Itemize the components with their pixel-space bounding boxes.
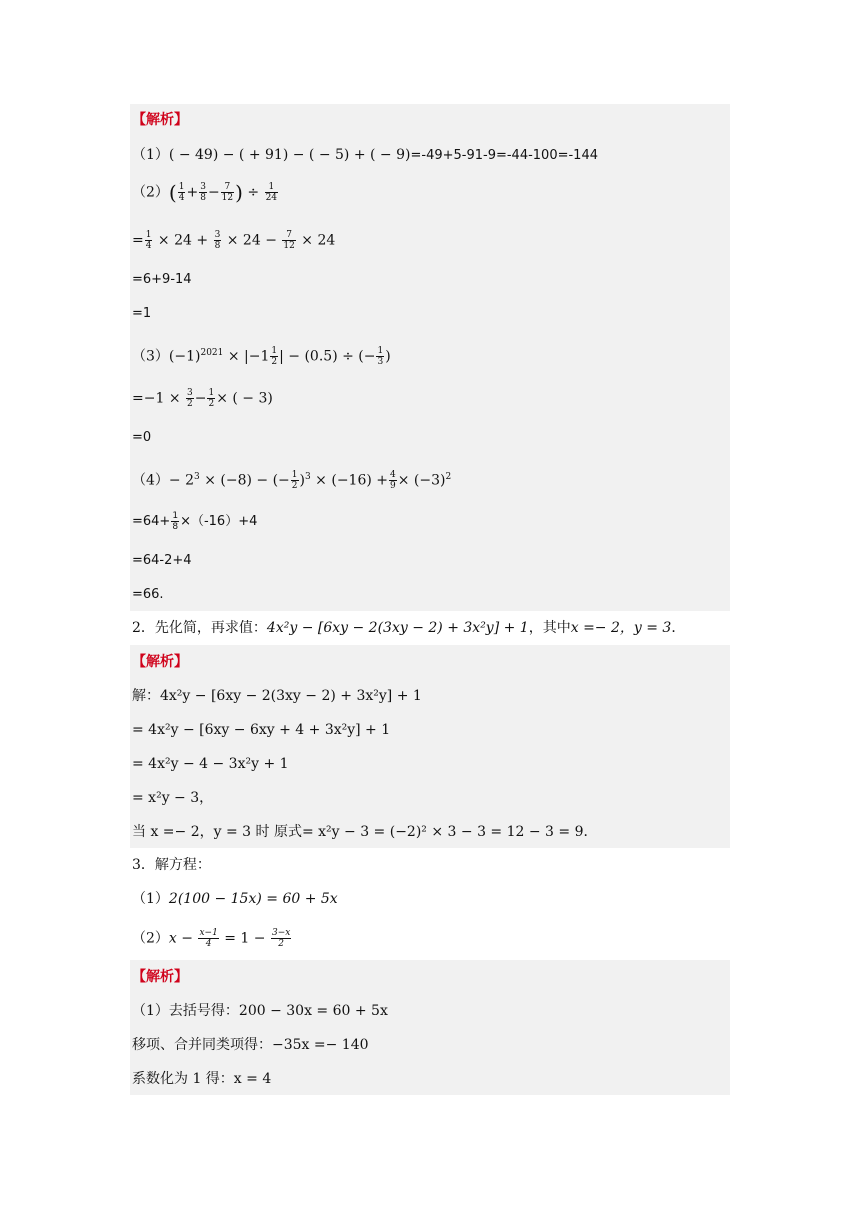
analysis-heading: 【解析】	[132, 969, 188, 985]
part-4-step-3: =66.	[132, 587, 164, 602]
fraction: $\frac{1}{4}$	[178, 182, 185, 203]
solution-panel-2	[130, 645, 730, 848]
fraction: $\frac{7}{12}$	[221, 182, 234, 203]
solution-line: 解：4x²y − [6xy − 2(3xy − 2) + 3x²y] + 1	[132, 688, 422, 704]
part-2-step-2: =6+9-14	[132, 272, 192, 287]
part-2-line: （2）( $\frac{1}{4}$ + $\frac{3}{8}$ − $\frac{7}{12}$ ) ÷ $\frac{1}{24}$	[132, 180, 278, 205]
solution-line: 移项、合并同类项得：−35x =− 140	[132, 1037, 369, 1053]
analysis-heading: 【解析】	[132, 654, 188, 670]
solution-line: = 4x²y − 4 − 3x²y + 1	[132, 756, 289, 772]
part-4-step-2: =64-2+4	[132, 553, 192, 568]
analysis-heading: 【解析】	[132, 112, 188, 128]
part-1-line: （1）( − 49) − ( + 91) − ( − 5) + ( − 9)=-49+5-91-9=-44-100=-144	[132, 147, 598, 163]
solution-line: = 4x²y − [6xy − 6xy + 4 + 3x²y] + 1	[132, 722, 391, 738]
question-3-title: 3．解方程：	[132, 857, 211, 873]
solution-line: 当 x =− 2，y = 3 时 原式= x²y − 3 = (−2)² × 3 − 3 = 12 − 3 = 9．	[132, 824, 598, 840]
part-2-step-1: = $\frac{1}{4}$ × 24 + $\frac{3}{8}$ × 24 − $\frac{7}{12}$ × 24	[132, 230, 336, 251]
solution-line: （1）去括号得：200 − 30x = 60 + 5x	[132, 1003, 388, 1019]
part-2-step-3: =1	[132, 306, 152, 321]
part-3-line: $(3)(-1)^{2021} \times |-1$ $\frac{1}{2}$ | − (0.5) ÷ (− $\frac{1}{3}$ )	[132, 346, 391, 368]
part-4-step-1: =64+ $\frac{1}{8}$ ×（-16）+4	[132, 511, 258, 532]
solution-line: = x²y − 3，	[132, 790, 214, 806]
question-2: 2．先化简，再求值：4x²y − [6xy − 2(3xy − 2) + 3x²y] + 1，其中x =− 2，y = 3．	[132, 620, 686, 636]
fraction: $\frac{3}{8}$	[200, 182, 206, 203]
question-3-part-1: （1）2(100 − 15x) = 60 + 5x	[132, 891, 338, 907]
part-4-line: $(4)- 2^3 \times (-8)$ − (− $\frac{1}{2}$ )$^3$ × (−16) + $\frac{4}{9}$ × $(-3)^2$	[132, 470, 452, 492]
part-3-step-2: =0	[132, 430, 152, 445]
fraction: $\frac{1}{24}$	[265, 182, 278, 203]
question-3-part-2: （2）x − $\frac{x-1}{4}$ = 1 − $\frac{3-x}{2}$	[132, 928, 291, 949]
solution-line: 系数化为 1 得：x = 4	[132, 1071, 272, 1087]
part-3-step-1: =−1 × $\frac{3}{2}$ − $\frac{1}{2}$ × ( − 3)	[132, 388, 273, 409]
